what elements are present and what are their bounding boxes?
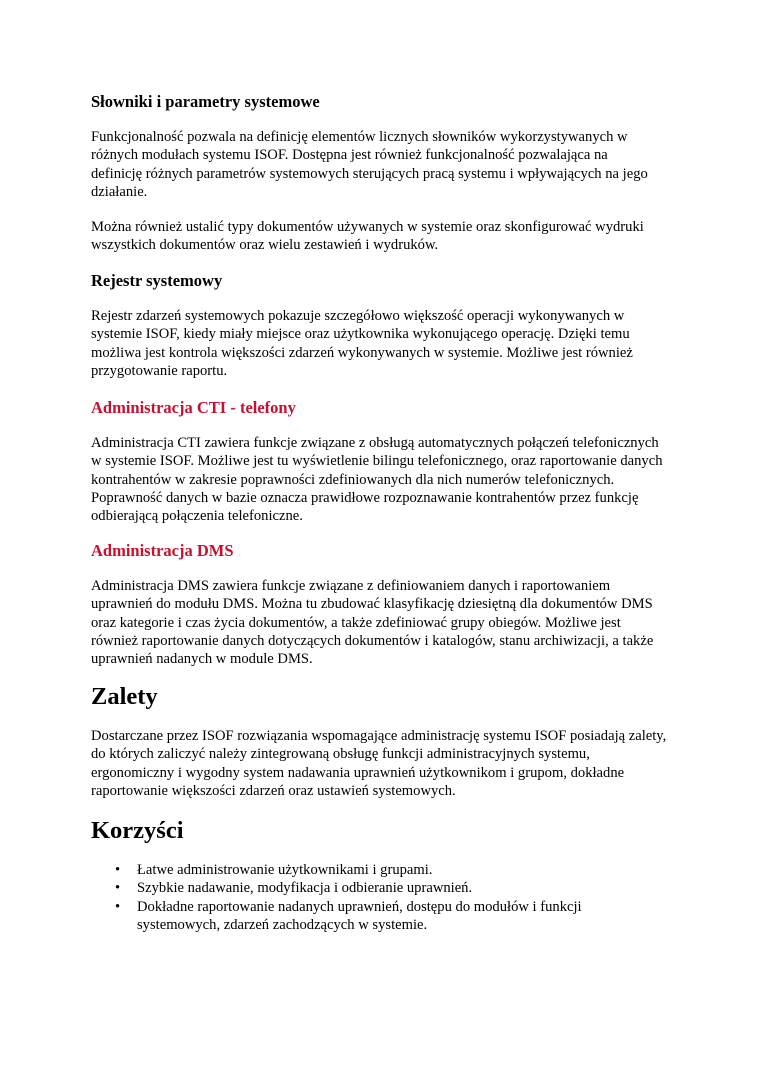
list-item bbox=[91, 898, 631, 935]
paragraph-slowniki-2: Można również ustalić typy dokumentów używanych w systemie oraz skonfigurować wydruki wszystkich dokumentów oraz wielu zestawień i wydruków. bbox=[91, 219, 644, 254]
heading-slowniki: Słowniki i parametry systemowe bbox=[91, 92, 320, 111]
heading-zalety: Zalety bbox=[91, 683, 158, 710]
heading-dms: Administracja DMS bbox=[91, 541, 234, 560]
heading-korzysci: Korzyści bbox=[91, 817, 184, 844]
bullet-icon: • bbox=[115, 862, 121, 878]
paragraph-cti-1: Administracja CTI zawiera funkcje związane z obsługą automatycznych połączeń telefonicznych w systemie ISOF. Możliwe jest tu wyświetlenie bilingu telefonicznego, oraz raportowanie danych kontrahentów w zakresie poprawności zdefiniowanych dla nich numerów telefonicznych. Poprawność danych w bazie oznacza prawidłowe rozpoznawanie kontrahentów przez funkcję odbierającą połączenia telefoniczne. bbox=[91, 435, 663, 525]
heading-cti: Administracja CTI - telefony bbox=[91, 398, 296, 417]
paragraph-slowniki-1: Funkcjonalność pozwala na definicję elementów licznych słowników wykorzystywanych w różnych modułach systemu ISOF. Dostępna jest również funkcjonalność pozwalająca na definicję różnych parametrów systemowych sterujących pracą systemu i wpływających na jego działanie. bbox=[91, 129, 648, 200]
list-item bbox=[91, 861, 631, 879]
paragraph-dms-1: Administracja DMS zawiera funkcje związane z definiowaniem danych i raportowaniem uprawnień do modułu DMS. Można tu zbudować klasyfikację dziesiętną dla dokumentów DMS oraz kategorie i czas życia dokumentów, a także zdefiniować grupy obiegów. Możliwe jest również raportowanie danych dotyczących dokumentów i katalogów, stanu archiwizacji, a także uprawnień nadanych w module DMS. bbox=[91, 578, 654, 668]
list-item-text: Łatwe administrowanie użytkownikami i grupami. bbox=[137, 862, 433, 878]
list-item bbox=[91, 879, 631, 897]
paragraph-zalety-1: Dostarczane przez ISOF rozwiązania wspomagające administrację systemu ISOF posiadają zalety, do których zaliczyć należy zintegrowaną obsługę funkcji administracyjnych systemu, ergonomiczny i wygodny system nadawania uprawnień użytkownikom i grupom, dokładne raportowanie większości zdarzeń oraz ustawień systemowych. bbox=[91, 728, 667, 799]
bullet-icon: • bbox=[115, 898, 121, 915]
benefits-list bbox=[91, 861, 631, 934]
list-item-text: Dokładne raportowanie nadanych uprawnień, dostępu do modułów i funkcji systemowych, zdarzeń zachodzących w systemie. bbox=[137, 898, 582, 933]
list-item-text: Szybkie nadawanie, modyfikacja i odbieranie uprawnień. bbox=[137, 880, 473, 897]
heading-rejestr: Rejestr systemowy bbox=[91, 271, 223, 290]
bullet-icon: • bbox=[115, 880, 121, 897]
paragraph-rejestr-1: Rejestr zdarzeń systemowych pokazuje szczegółowo większość operacji wykonywanych w systemie ISOF, kiedy miały miejsce oraz użytkownika wykonującego operację. Dzięki temu możliwa jest kontrola większości zdarzeń wykonywanych w systemie. Możliwe jest również przygotowanie raportu. bbox=[91, 308, 633, 379]
